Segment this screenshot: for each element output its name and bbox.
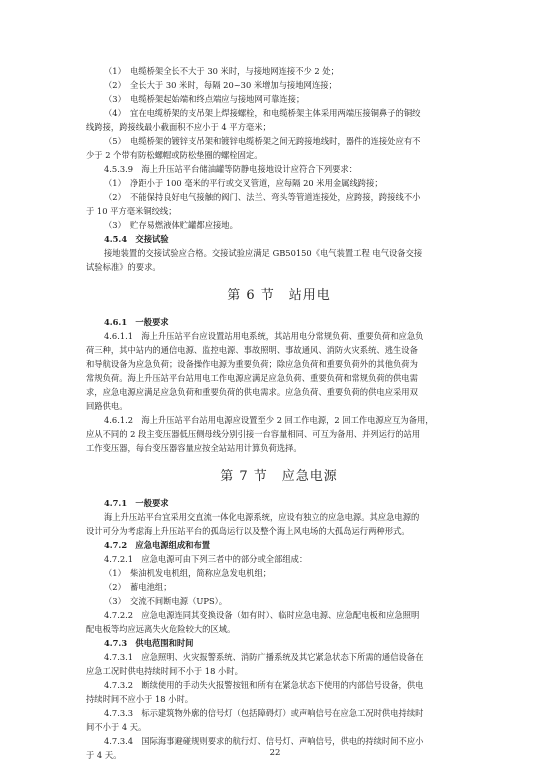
list-item-continuation: 少于 2 个带有防松螺帽或防松垫圈的螺栓固定。: [86, 150, 263, 160]
list-item-continuation: 于 10 平方毫米铜绞线；: [86, 206, 177, 216]
list-item: （1） 电缆桥架全长不大于 30 米时，与接地网连接不少 2 处；: [104, 66, 339, 76]
heading-4-5-4: 4.5.4 交接试验: [104, 234, 169, 244]
paragraph-line: 荷三种，其中站内的通信电源、监控电源、事故照明、事故通风、消防火灾系统、逃生设备: [86, 345, 418, 355]
paragraph-line: 应急工况时供电持续时间不小于 18 小时。: [86, 666, 243, 676]
heading-4-6-1: 4.6.1 一般要求: [104, 317, 169, 327]
paragraph: 接地装置的交接试验应合格。交接试验应满足 GB50150《电气装置工程 电气设备交接: [104, 248, 423, 258]
list-item: （3） 电缆桥架起始端和终点端应与接地网可靠连接；: [104, 94, 305, 104]
paragraph: 4.7.2.2 应急电源连同其变换设备（如有时）、临时应急电源、应急配电板和应急照明: [104, 610, 420, 620]
paragraph-line: 求，应急电源应满足应急负荷和重要负荷的供电需求。应急负荷、重要负荷的供电应采用双: [86, 387, 418, 397]
paragraph-continuation: 试验标准》的要求。: [86, 262, 161, 272]
paragraph: 4.7.3.4 国际海事避碰规则要求的航行灯、信号灯、声响信号，供电的持续时间不应小: [104, 736, 424, 746]
section-7-title: 第 7 节 应急电源: [220, 469, 338, 484]
paragraph: 海上升压站平台宜采用交直流一体化电源系统，应设有独立的应急电源。其应急电源的: [104, 512, 420, 522]
paragraph: 4.7.3.3 标示建筑物外廓的信号灯（包括障碍灯）或声响信号在应急工况时供电持续时: [104, 708, 424, 718]
paragraph-line: 回路供电。: [86, 401, 128, 411]
paragraph-line: 间不小于 4 天。: [86, 722, 147, 732]
page-number: 22: [269, 748, 281, 758]
list-item: （2） 全长大于 30 米时，每隔 20~30 米增加与接地网连接；: [104, 80, 337, 90]
clause-4-5-3-9: 4.5.3.9 海上升压站平台储油罐等防静电接地设计应符合下列要求：: [104, 164, 358, 174]
list-item: （5） 电缆桥架的镀锌支吊架和镀锌电缆桥架之间无跨接地线时，器件的连接处应有不: [104, 136, 421, 146]
heading-4-7-3: 4.7.3 供电范围和时间: [104, 638, 194, 648]
list-item: （2） 蓄电池组；: [104, 582, 172, 592]
heading-4-7-1: 4.7.1 一般要求: [104, 498, 169, 508]
paragraph: 4.7.2.1 应急电源可由下列三者中的部分或全部组成：: [104, 554, 308, 564]
paragraph: 4.7.3.2 断续使用的手动失火报警按钮和所有在紧急状态下使用的内部信号设备，供电: [104, 680, 424, 690]
list-item: （3） 交流不间断电源（UPS）。: [104, 596, 228, 606]
paragraph: 4.6.1.2 海上升压站平台站用电源应设置至少 2 回工作电源，2 回工作电源应互为备用，: [104, 415, 434, 425]
paragraph-line: 工作变压器，每台变压器容量应按全站站用计算负荷选择。: [86, 443, 302, 453]
paragraph: 4.7.3.1 应急照明、火灾报警系统、消防广播系统及其它紧急状态下所需的通信设备在: [104, 652, 424, 662]
list-item: （2） 不能保持良好电气接触的阀门、法兰、弯头等管道连接处，应跨接，跨接线不小: [104, 192, 421, 202]
paragraph-line: 常规负荷。海上升压站平台站用电工作电源应满足应急负荷、重要负荷和常规负荷的供电需: [86, 373, 418, 383]
list-item: （1） 净距小于 100 毫米的平行或交叉管道，应每隔 20 米用金属线跨接；: [104, 178, 383, 188]
paragraph: 4.6.1.1 海上升压站平台应设置站用电系统，其站用电分常规负荷、重要负荷和应急负: [104, 331, 424, 341]
paragraph-line: 配电板等均应远离失火危险较大的区域。: [86, 624, 236, 634]
paragraph-line: 设计可分为考虑海上升压站平台的孤岛运行以及整个海上风电场的大孤岛运行两种形式。: [86, 526, 410, 536]
list-item-continuation: 线跨接，跨接线最小截面积不应小于 4 平方毫米；: [86, 122, 271, 132]
paragraph-line: 应从不同的 2 段主变压器低压侧母线分别引接一台容量相同、可互为备用、并列运行的站用: [86, 429, 421, 439]
heading-4-7-2: 4.7.2 应急电源组成和布置: [104, 540, 211, 550]
list-item: （4） 宜在电缆桥架的支吊架上焊接螺栓，和电缆桥架主体采用两端压接铜鼻子的铜绞: [104, 108, 421, 118]
paragraph-line: 和导航设备为应急负荷；设备操作电源为重要负荷；除应急负荷和重要负荷外的其他负荷为: [86, 359, 418, 369]
list-item: （3） 贮存易燃液体贮罐都应接地。: [104, 220, 238, 230]
paragraph-line: 持续时间不应小于 18 小时。: [86, 694, 194, 704]
list-item: （1） 柴油机发电机组，简称应急发电机组；: [104, 568, 272, 578]
paragraph-line: 于 4 天。: [86, 750, 122, 760]
section-6-title: 第 6 节 站用电: [227, 288, 331, 303]
